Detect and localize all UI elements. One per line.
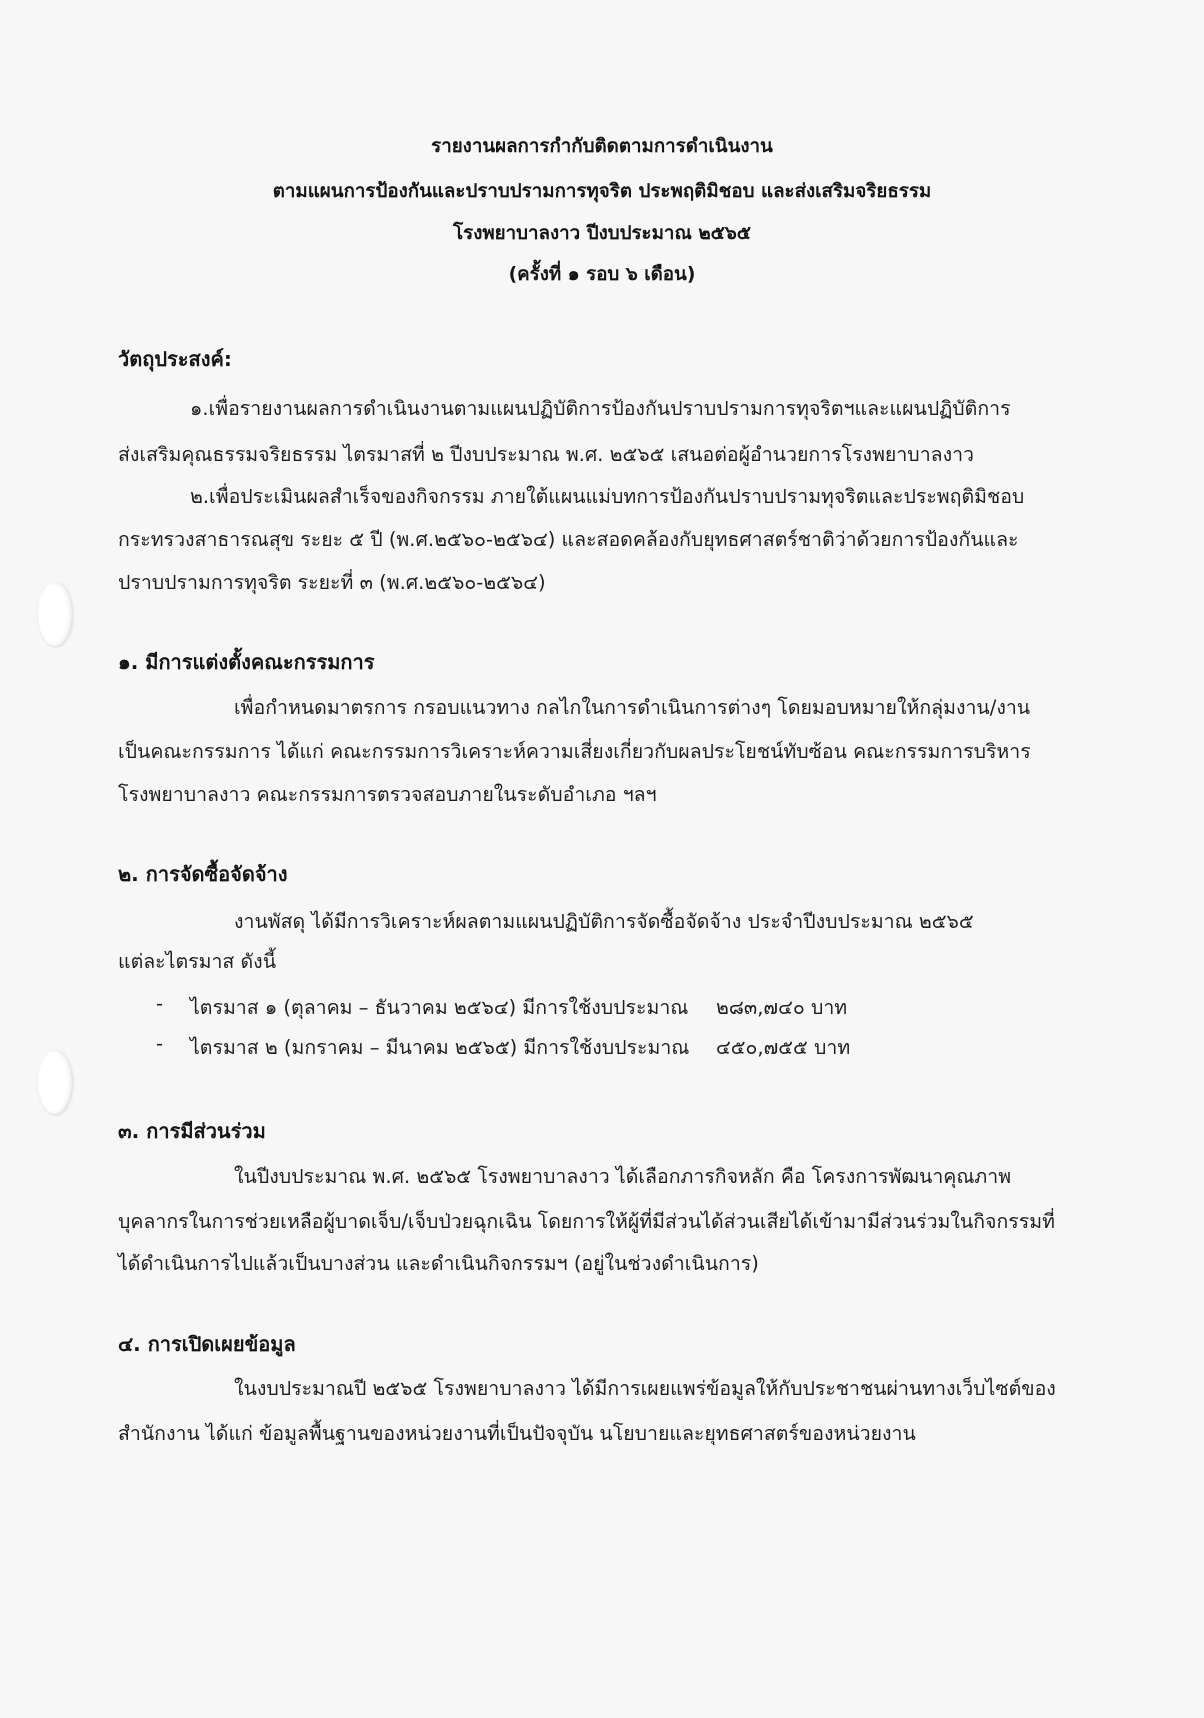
title-line-2: ตามแผนการป้องกันและปราบปรามการทุจริต ประพฤติมิชอบ และส่งเสริมจริยธรรม — [272, 181, 932, 202]
section3-heading: ๓. การมีส่วนร่วม — [118, 1119, 266, 1143]
objectives-line: ส่งเสริมคุณธรรมจริยธรรม ไตรมาสที่ ๒ ปีงบประมาณ พ.ศ. ๒๕๖๕ เสนอต่อผู้อำนวยการโรงพยาบาลงาว — [118, 443, 975, 466]
objectives-line: ๒.เพื่อประเมินผลสำเร็จของกิจกรรม ภายใต้แผนแม่บทการป้องกันปราบปรามทุจริตและประพฤติมิชอบ — [190, 485, 1025, 508]
section1-line: โรงพยาบาลงาว คณะกรรมการตรวจสอบภายในระดับอำเภอ ฯลฯ — [118, 783, 657, 806]
title-line-3: โรงพยาบาลงาว ปีงบประมาณ ๒๕๖๕ — [453, 223, 751, 244]
quarter-item-amount: ๔๕๐,๗๕๕ บาท — [716, 1036, 851, 1059]
section3-line: บุคลากรในการช่วยเหลือผู้บาดเจ็บ/เจ็บป่วยฉุกเฉิน โดยการให้ผู้ที่มีส่วนได้ส่วนเสียได้เข้ามามีส่วนร่วมในกิจกรรมที่ — [118, 1210, 1055, 1233]
section1-line: เป็นคณะกรรมการ ได้แก่ คณะกรรมการวิเคราะห์ความเสี่ยงเกี่ยวกับผลประโยชน์ทับซ้อน คณะกรรมการบริหาร — [118, 740, 1031, 763]
section3-line: ในปีงบประมาณ พ.ศ. ๒๕๖๕ โรงพยาบาลงาว ได้เลือกภารกิจหลัก คือ โครงการพัฒนาคุณภาพ — [234, 1165, 1012, 1188]
section2-line: แต่ละไตรมาส ดังนี้ — [118, 950, 277, 973]
section2-line: งานพัสดุ ได้มีการวิเคราะห์ผลตามแผนปฏิบัติการจัดซื้อจัดจ้าง ประจำปีงบประมาณ ๒๕๖๕ — [234, 910, 974, 933]
objectives-line: กระทรวงสาธารณสุข ระยะ ๕ ปี (พ.ศ.๒๕๖๐-๒๕๖๔) และสอดคล้องกับยุทธศาสตร์ชาติว่าด้วยการป้องกันและ — [118, 528, 1019, 551]
quarter-item-text: ไตรมาส ๑ (ตุลาคม – ธันวาคม ๒๕๖๔) มีการใช้งบประมาณ — [190, 996, 689, 1019]
quarter-item-amount: ๒๘๓,๗๔๐ บาท — [716, 996, 848, 1019]
objectives-line: ปราบปรามการทุจริต ระยะที่ ๓ (พ.ศ.๒๕๖๐-๒๕๖๔) — [118, 571, 546, 594]
section4-line: ในงบประมาณปี ๒๕๖๕ โรงพยาบาลงาว ได้มีการเผยแพร่ข้อมูลให้กับประชาชนผ่านทางเว็บไซต์ของ — [234, 1377, 1056, 1400]
section1-line: เพื่อกำหนดมาตรการ กรอบแนวทาง กลไกในการดำเนินการต่างๆ โดยมอบหมายให้กลุ่มงาน/งาน — [234, 696, 1031, 719]
title-line-4: (ครั้งที่ ๑ รอบ ๖ เดือน) — [508, 264, 696, 285]
list-bullet: - — [156, 1032, 164, 1055]
section3-line: ได้ดำเนินการไปแล้วเป็นบางส่วน และดำเนินกิจกรรมฯ (อยู่ในช่วงดำเนินการ) — [118, 1252, 759, 1275]
punch-hole — [38, 582, 72, 646]
quarter-item-text: ไตรมาส ๒ (มกราคม – มีนาคม ๒๕๖๕) มีการใช้งบประมาณ — [190, 1036, 690, 1059]
title-line-1: รายงานผลการกำกับติดตามการดำเนินงาน — [431, 136, 773, 157]
list-bullet: - — [156, 992, 164, 1015]
section2-heading: ๒. การจัดซื้อจัดจ้าง — [118, 862, 288, 886]
punch-hole — [38, 1050, 72, 1114]
section4-line: สำนักงาน ได้แก่ ข้อมูลพื้นฐานของหน่วยงานที่เป็นปัจจุบัน นโยบายและยุทธศาสตร์ของหน่วยงาน — [118, 1422, 916, 1445]
objectives-heading: วัตถุประสงค์: — [118, 347, 232, 371]
section1-heading: ๑. มีการแต่งตั้งคณะกรรมการ — [118, 650, 375, 674]
objectives-line: ๑.เพื่อรายงานผลการดำเนินงานตามแผนปฏิบัติการป้องกันปราบปรามการทุจริตฯและแผนปฏิบัติการ — [190, 397, 1011, 420]
section4-heading: ๔. การเปิดเผยข้อมูล — [118, 1332, 296, 1356]
